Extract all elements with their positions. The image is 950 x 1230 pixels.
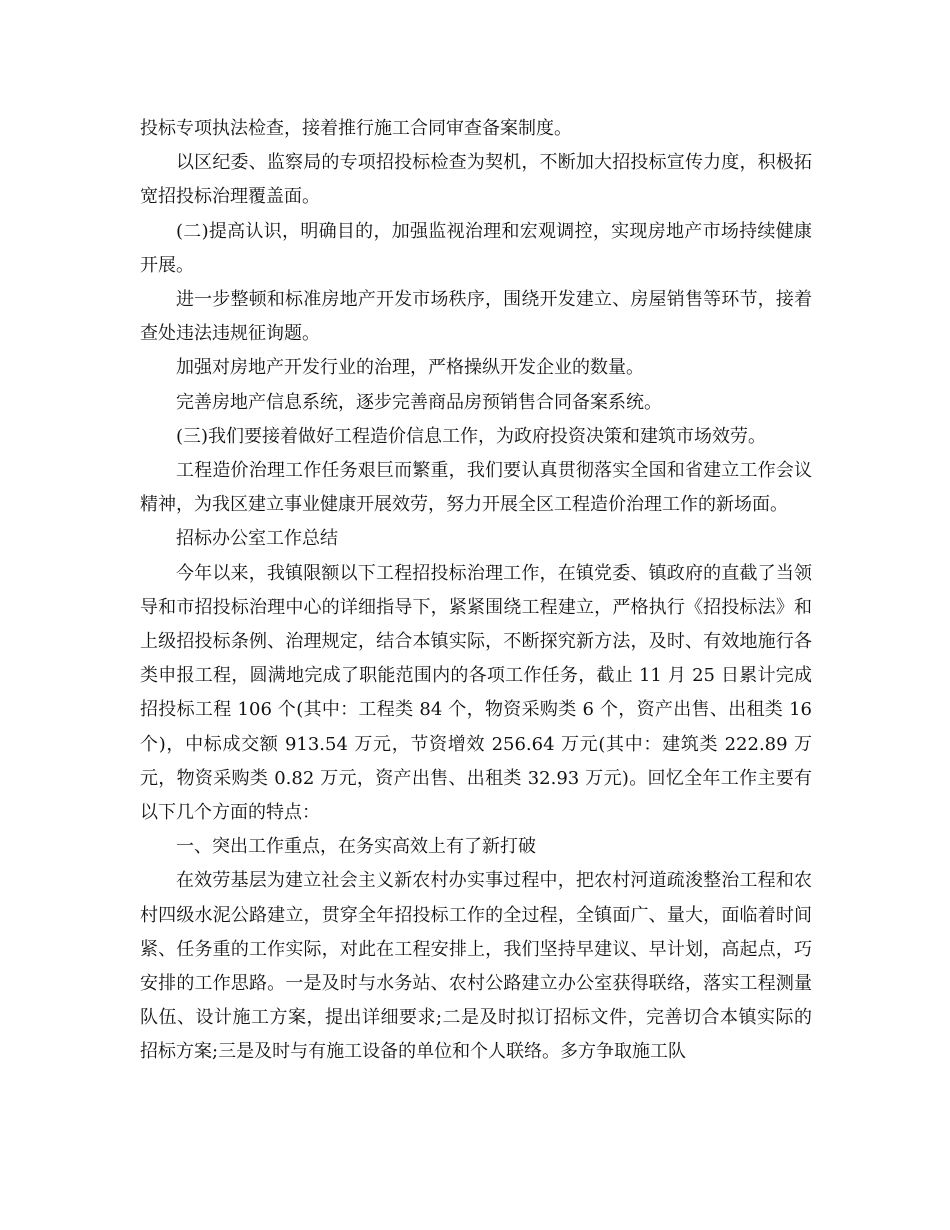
paragraph-4: 进一步整顿和标准房地产开发市场秩序，围绕开发建立、房屋销售等环节，接着查处违法违规征询题。 xyxy=(140,289,812,345)
paragraph-11: 一、突出工作重点，在务实高效上有了新打破 xyxy=(176,836,536,858)
section-heading: 招标办公室工作总结 xyxy=(176,528,338,550)
paragraph-1: 投标专项执法检查，接着推行施工合同审查备案制度。 xyxy=(140,118,572,139)
paragraph-5: 加强对房地产开发行业的治理，严格操纵开发企业的数量。 xyxy=(176,357,644,379)
paragraph-7: (三)我们要接着做好工程造价信息工作，为政府投资决策和建筑市场效劳。 xyxy=(176,425,767,447)
paragraph-8: 工程造价治理工作任务艰巨而繁重，我们要认真贯彻落实全国和省建立工作会议精神，为我区建立事业健康开展效劳，努力开展全区工程造价治理工作的新场面。 xyxy=(140,460,812,516)
paragraph-6: 完善房地产信息系统，逐步完善商品房预销售合同备案系统。 xyxy=(176,391,662,413)
paragraph-10: 今年以来，我镇限额以下工程招投标治理工作，在镇党委、镇政府的直截了当领导和市招投标治理中心的详细指导下，紧紧围绕工程建立，严格执行《招投标法》和上级招投标条例、治理规定，结合本镇实际，不断探究新方法，及时、有效地施行各类申报工程，圆满地完成了职能范围内的各项工作任务，截止 11 月 25 日累计完成招投标工程 106 个(其中：工程类 84 个，物资采购类 6 个，资产出售、出租类 16 个)，中标成交额 913.54 万元，节资增效 256.64 万元(其中：建筑类 222.89 万元，物资采购类 0.82 万元，资产出售、出租类 32.93 万元)。回忆全年工作主要有以下几个方面的特点： xyxy=(140,562,812,824)
paragraph-2: 以区纪委、监察局的专项招投标检查为契机，不断加大招投标宣传力度，积极拓宽招投标治理覆盖面。 xyxy=(140,152,812,208)
document-body xyxy=(140,112,812,1070)
paragraph-12: 在效劳基层为建立社会主义新农村办实事过程中，把农村河道疏浚整治工程和农村四级水泥公路建立，贯穿全年招投标工作的全过程，全镇面广、量大，面临着时间紧、任务重的工作实际，对此在工程安排上，我们坚持早建议、早计划，高起点，巧安排的工作思路。一是及时与水务站、农村公路建立办公室获得联络，落实工程测量队伍、设计施工方案，提出详细要求;二是及时拟订招标文件，完善切合本镇实际的招标方案;三是及时与有施工设备的单位和个人联络。多方争取施工队 xyxy=(140,870,812,1063)
paragraph-3: (二)提高认识，明确目的，加强监视治理和宏观调控，实现房地产市场持续健康开展。 xyxy=(140,220,812,276)
